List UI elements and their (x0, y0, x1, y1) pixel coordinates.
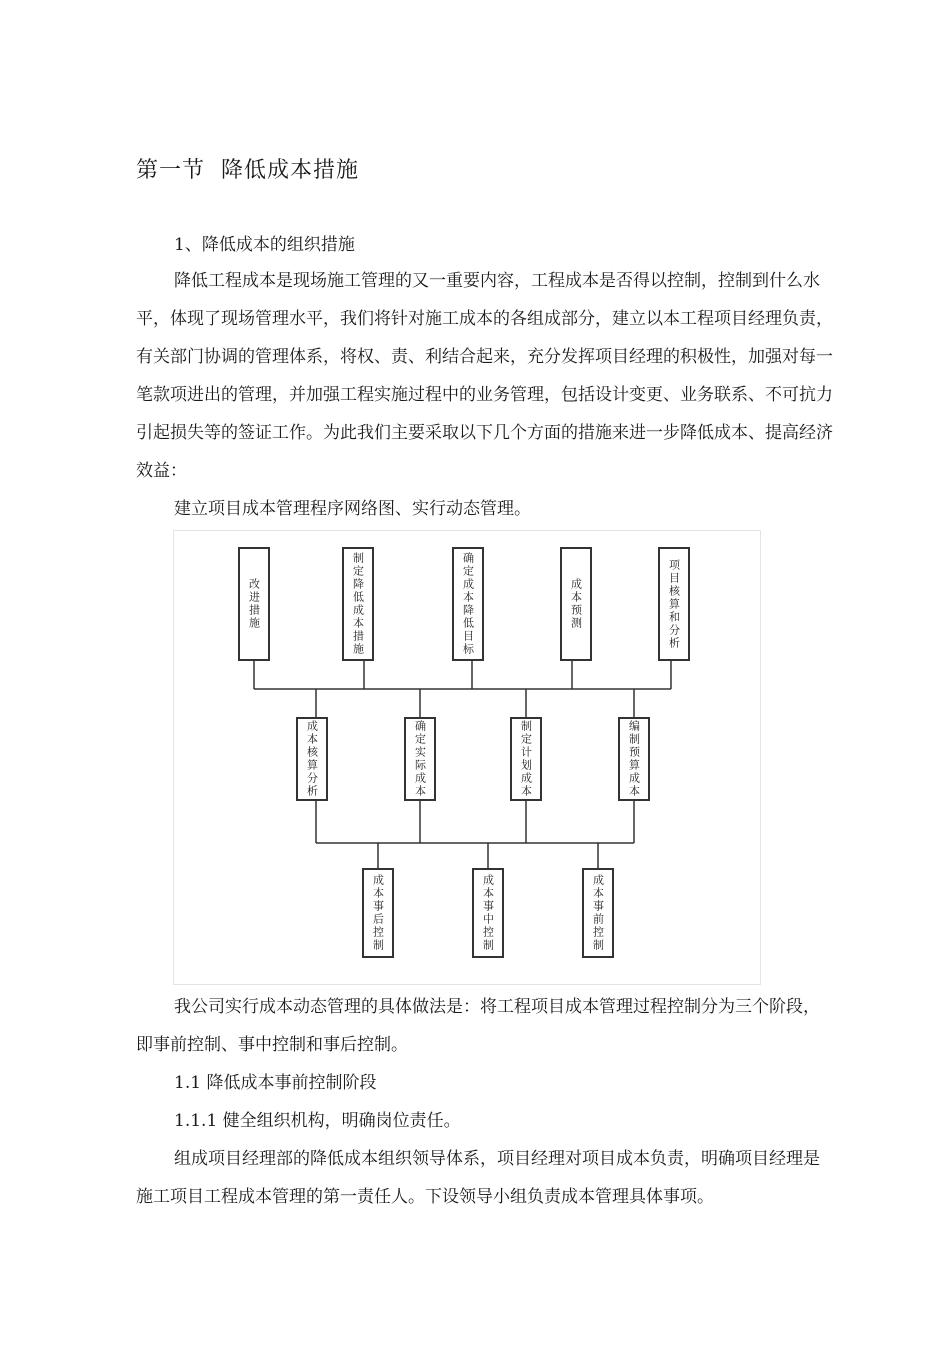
flow-box-improve-measures: 改进措施 (238, 547, 270, 661)
flow-box-cost-reduction-measures: 制定降低成本措施 (342, 547, 374, 661)
flow-box-project-accounting-analysis: 项目核算和分析 (658, 547, 690, 661)
paragraph-project-manager: 组成项目经理部的降低成本组织领导体系，项目经理对项目成本负责，明确项目经理是施工项目工程成本管理的第一责任人。下设领导小组负责成本管理具体事项。 (136, 1149, 820, 1207)
heading-organization-measures: 1、降低成本的组织措施 (174, 235, 355, 255)
paragraph-intro: 降低工程成本是现场施工管理的又一重要内容，工程成本是否得以控制，控制到什么水平，体现了现场管理水平，我们将针对施工成本的各组成部分，建立以本工程项目经理负责，有关部门协调的管理体系，将权、责、利结合起来，充分发挥项目经理的积极性，加强对每一笔款项进出的管理，并加强工程实施过程中的业务管理，包括设计变更、业务联系、不可抗力引起损失等的签证工作。为此我们主要采取以下几个方面的措施来进一步降低成本、提高经济效益： (136, 271, 833, 481)
heading-pre-control-stage: 1.1 降低成本事前控制阶段 (174, 1073, 377, 1093)
paragraph-dynamic-management: 我公司实行成本动态管理的具体做法是：将工程项目成本管理过程控制分为三个阶段，即事前控制、事中控制和事后控制。 (136, 997, 820, 1055)
flow-box-actual-cost: 确定实际成本 (404, 717, 436, 801)
flow-box-planned-cost: 制定计划成本 (510, 717, 542, 801)
flow-box-cost-reduction-target: 确定成本降低目标 (452, 547, 484, 661)
heading-organization-structure: 1.1.1 健全组织机构，明确岗位责任。 (174, 1111, 461, 1131)
flow-box-budget-cost: 编制预算成本 (618, 717, 650, 801)
flow-box-pre-control: 成本事前控制 (582, 868, 614, 958)
flow-box-in-process-control: 成本事中控制 (472, 868, 504, 958)
paragraph-network-diagram: 建立项目成本管理程序网络图、实行动态管理。 (174, 499, 531, 519)
flow-box-cost-accounting-analysis: 成本核算分析 (296, 717, 328, 801)
flow-box-post-control: 成本事后控制 (362, 868, 394, 958)
cost-management-flowchart (173, 530, 761, 985)
flow-box-cost-forecast: 成本预测 (560, 547, 592, 661)
section-title: 第一节 降低成本措施 (136, 158, 359, 183)
